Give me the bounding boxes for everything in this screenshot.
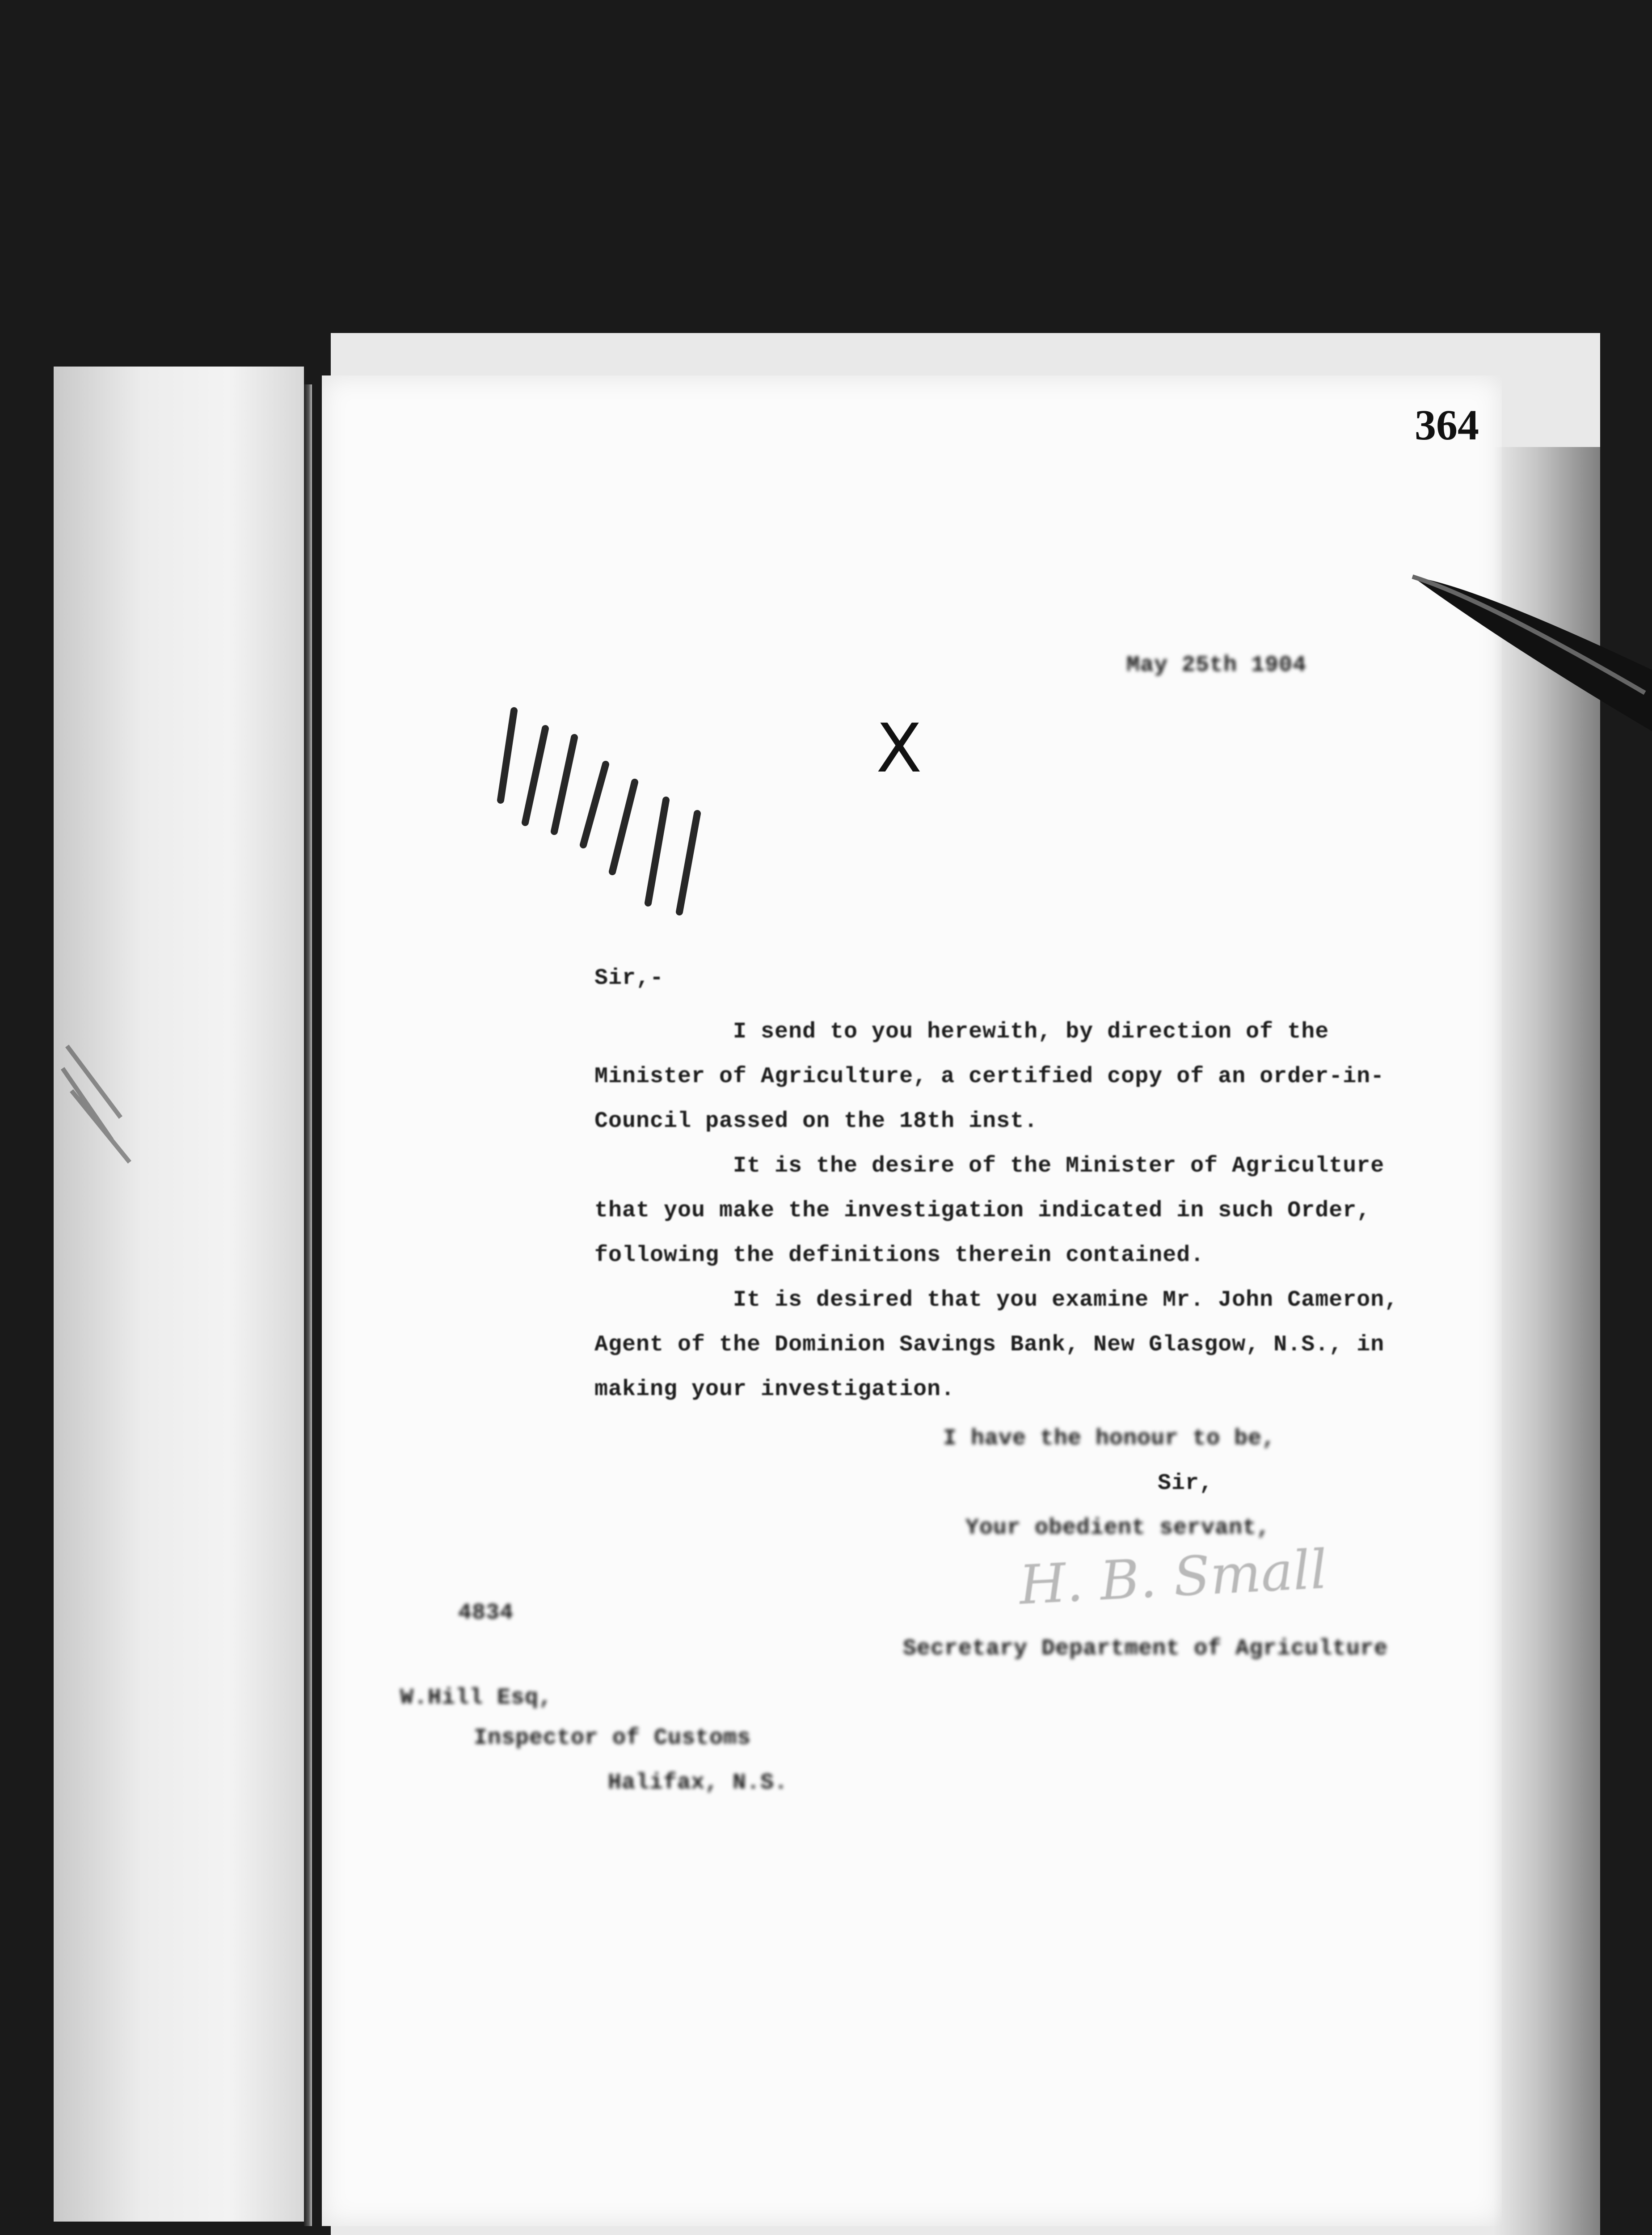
body-line-1: I send to you herewith, by direction of the <box>733 1019 1329 1045</box>
body-line-9: making your investigation. <box>594 1377 955 1402</box>
body-line-6: following the definitions therein contained. <box>594 1243 1205 1268</box>
page-number: 364 <box>1415 401 1479 449</box>
body-line-3: Council passed on the 18th inst. <box>594 1109 1038 1134</box>
closing-line-2: Sir, <box>1158 1471 1214 1496</box>
salutation: Sir,- <box>594 966 664 991</box>
ink-bleed-marks <box>58 1037 148 1171</box>
addressee-title: Inspector of Customs <box>474 1725 751 1751</box>
addressee-location: Halifax, N.S. <box>608 1770 788 1796</box>
x-mark: X <box>876 710 922 788</box>
signature: H. B. Small <box>1017 1539 1329 1617</box>
signature-title: Secretary Department of Agriculture <box>903 1636 1388 1661</box>
body-line-7: It is desired that you examine Mr. John Cameron, <box>733 1287 1399 1313</box>
body-line-4: It is the desire of the Minister of Agriculture <box>733 1153 1385 1179</box>
reference-number: 4834 <box>458 1600 514 1626</box>
body-line-8: Agent of the Dominion Savings Bank, New Glasgow, N.S., in <box>594 1332 1385 1358</box>
body-line-5: that you make the investigation indicated in such Order, <box>594 1198 1371 1223</box>
pen-pointer <box>1395 550 1652 773</box>
letter-date: May 25th 1904 <box>1126 653 1307 678</box>
tally-marks <box>483 697 751 921</box>
closing-line-3: Your obedient servant, <box>965 1515 1271 1541</box>
previous-page-edge <box>54 367 304 2222</box>
binding-shadow <box>304 384 312 2226</box>
body-line-2: Minister of Agriculture, a certified copy of an order-in- <box>594 1064 1385 1089</box>
closing-line-1: I have the honour to be, <box>943 1426 1276 1451</box>
addressee-name: W.Hill Esq, <box>400 1685 553 1711</box>
